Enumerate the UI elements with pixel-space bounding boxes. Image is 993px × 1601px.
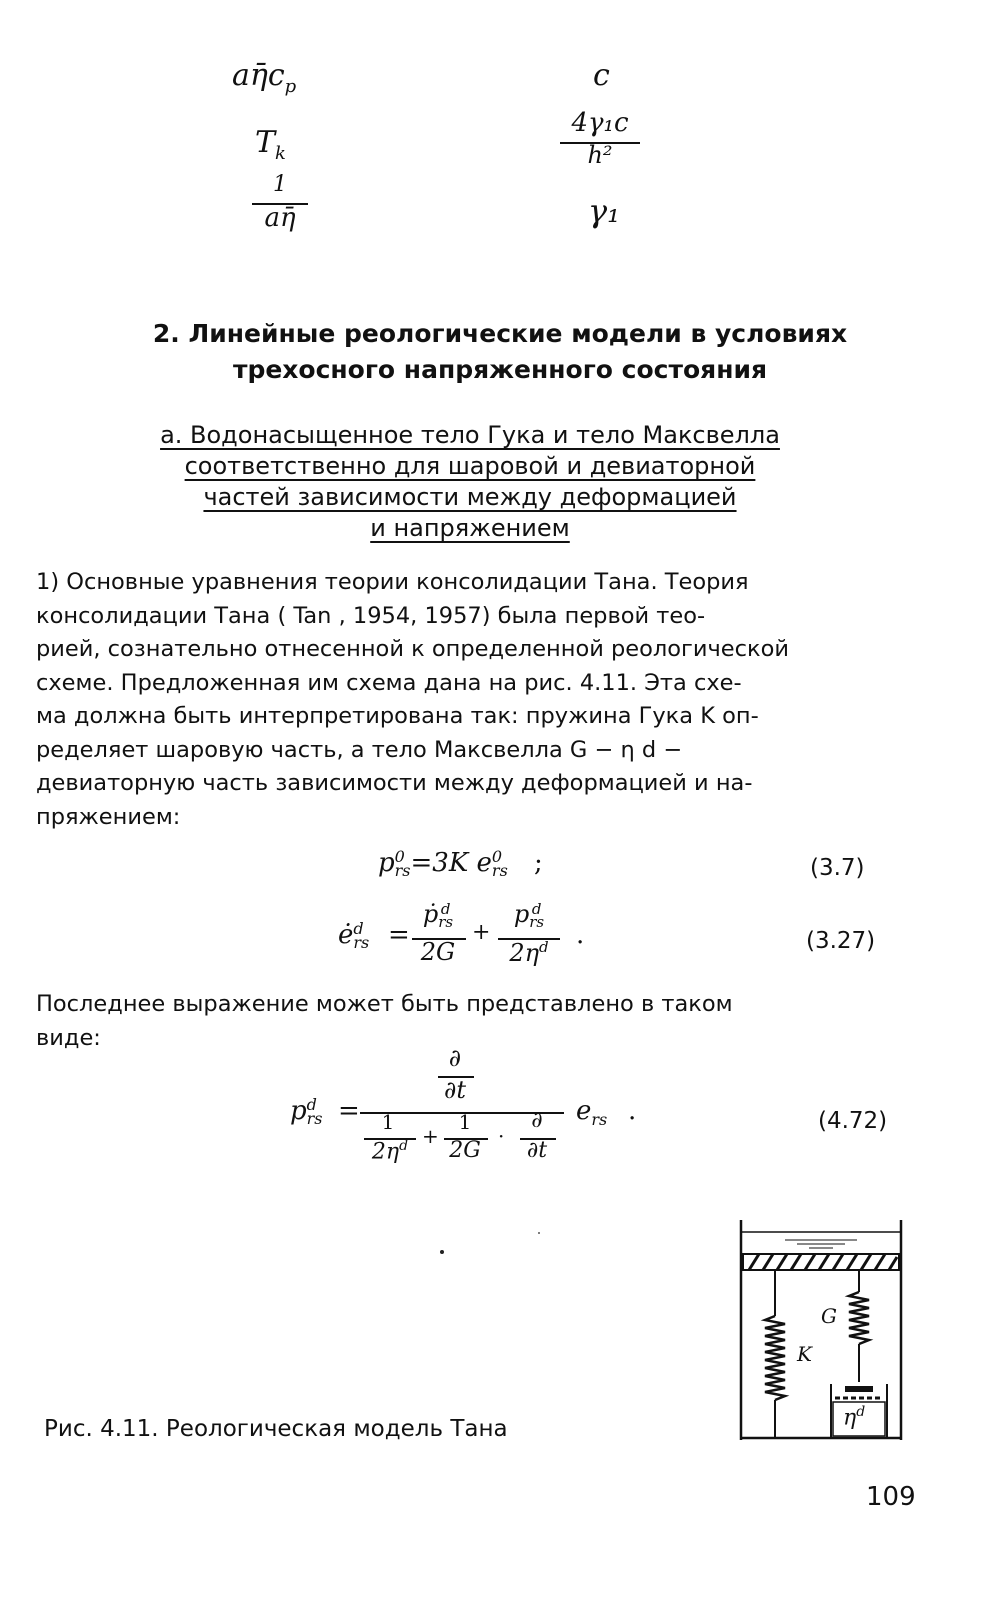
sub-line-1-text: а. Водонасыщенное тело Гука и тело Максвелла [160, 421, 780, 449]
para-line-1: 1) Основные уравнения теории консолидации Тана. Теория [36, 569, 749, 595]
cell-text: aη̄c [232, 58, 285, 93]
sub-line-4-text: и напряжением [370, 514, 570, 542]
eq-frac2-num [496, 900, 562, 929]
subsection-heading [110, 420, 830, 544]
eq-frac2-den [496, 938, 562, 967]
table-row-1-right: c [593, 58, 610, 93]
eq-equals: = [338, 1096, 360, 1126]
eq-top-num: ∂ [448, 1044, 462, 1072]
eq-sub: rs [491, 861, 508, 880]
eq-tail: ; [534, 848, 543, 878]
eq-lhs-indices [306, 1095, 323, 1128]
eq-sub: rs [591, 1110, 608, 1130]
table-row-2-right-fraction [560, 108, 640, 178]
table-row-2-left [255, 125, 286, 164]
para-line-5: ма должна быть интерпретирована так: пружина Гука K оп- [36, 703, 759, 729]
fraction-denominator: h² [587, 141, 613, 169]
eq-indices [529, 899, 545, 931]
after-text-line-1: Последнее выражение может быть представлено в таком [36, 991, 733, 1017]
heading-line-1: 2. Линейные реологические модели в условиях [152, 319, 848, 348]
cell-text: T [255, 125, 276, 160]
sub-line-3 [110, 482, 830, 513]
eq-rhs-indices [491, 847, 508, 880]
eq-sub: rs [353, 933, 370, 952]
eq-plus: + [422, 1124, 439, 1148]
eq-top-den: ∂t [443, 1076, 467, 1104]
sub-line-1 [110, 420, 830, 451]
eq-sub: rs [529, 912, 545, 931]
sub-line-4 [110, 513, 830, 544]
cell-sub: k [275, 143, 286, 164]
eq-tail: . [628, 1096, 637, 1126]
eq-sym: p [513, 900, 530, 928]
equation-number-3-27: (3.27) [806, 928, 876, 954]
eq-lhs-symbol: p [290, 1096, 307, 1126]
equation-3-27 [338, 898, 598, 978]
table-row-3-right: γ₁ [588, 192, 620, 230]
eq-sym: 2η [509, 939, 540, 967]
eq-b2-num: 1 [458, 1110, 472, 1134]
label-eta [843, 1404, 865, 1430]
body-paragraph [36, 566, 936, 834]
eq-sym: 2η [371, 1139, 400, 1165]
eq-lhs-indices [353, 919, 370, 952]
eq-equals: = [388, 920, 410, 950]
fraction-denominator: aη̄ [264, 203, 296, 233]
eq-tail: . [576, 920, 585, 950]
equation-3-7 [378, 848, 543, 878]
label-G: G [821, 1304, 837, 1328]
eq-lhs-indices [394, 847, 411, 880]
print-speck [440, 1250, 444, 1254]
para-line-4: схеме. Предложенная им схема дана на рис. 4.11. Эта схе- [36, 669, 742, 696]
eq-frac1-num [410, 900, 466, 929]
eq-indices [438, 899, 454, 931]
eq-sup: 0 [491, 847, 503, 866]
eq-sup: d [353, 919, 364, 938]
eq-lhs: p [378, 848, 395, 878]
para-line-7: девиаторную часть зависимости между деформацией и на- [36, 770, 753, 796]
print-speck [538, 1232, 540, 1234]
fraction-numerator: 4γ₁c [571, 108, 629, 138]
figure-drawing [735, 1218, 907, 1444]
para-line-8: пряжением: [36, 803, 181, 830]
equation-number-4-72: (4.72) [818, 1108, 888, 1134]
eq-sup: d [440, 899, 451, 918]
table-row-1-left [232, 58, 296, 97]
eq-sup: d [539, 938, 549, 956]
eq-sup: d [399, 1138, 409, 1154]
eq-sub: rs [394, 861, 411, 880]
eq-b3-num: ∂ [531, 1108, 543, 1133]
para-line-6: ределяет шаровую часть, а тело Максвелла G − η d − [36, 736, 683, 763]
eq-sup: d [531, 899, 542, 918]
cell-sub: p [284, 76, 297, 97]
sub-line-2-text: соответственно для шаровой и девиаторной [184, 452, 756, 480]
eq-plus: + [472, 920, 491, 945]
eq-b3-den: ∂t [526, 1138, 548, 1163]
eq-b2-den: 2G [449, 1138, 481, 1163]
tan-model-figure [735, 1218, 907, 1444]
eq-lhs-symbol: ė [338, 920, 354, 950]
eq-rhs [576, 1096, 607, 1129]
sub-line-2 [110, 451, 830, 482]
eq-dot: · [498, 1124, 505, 1148]
heading-line-2: трехосного напряженного состояния [232, 355, 768, 384]
eq-rhs: =3K e [410, 848, 492, 878]
after-text-line-2: виде: [36, 1024, 101, 1051]
equation-number-3-7: (3.7) [810, 855, 865, 881]
eq-sub: rs [438, 912, 454, 931]
eq-sup: 0 [394, 847, 405, 866]
eq-sym: ṗ [422, 900, 439, 928]
label-K: K [797, 1342, 812, 1366]
eq-b1-num: 1 [381, 1110, 395, 1134]
para-line-3: рией, сознательно отнесенной к определенной реологической [36, 636, 789, 662]
equation-4-72 [290, 1044, 650, 1174]
eq-lhs [338, 920, 369, 950]
section-heading [120, 316, 880, 388]
eq-lhs [290, 1096, 323, 1126]
para-line-2: консолидации Тана ( Tan , 1954, 1957) была первой тео- [36, 602, 706, 629]
page-number: 109 [866, 1482, 916, 1512]
eq-frac1-den: 2G [420, 938, 456, 966]
sub-line-3-text: частей зависимости между деформацией [203, 483, 737, 511]
table-row-3-left-fraction [252, 172, 312, 244]
label-eta-sup: d [856, 1404, 866, 1420]
label-eta-symbol: η [843, 1405, 857, 1431]
fraction-numerator: 1 [273, 172, 287, 197]
figure-caption: Рис. 4.11. Реологическая модель Тана [44, 1416, 508, 1442]
eq-sup: d [306, 1095, 317, 1114]
eq-b1-den [360, 1138, 420, 1164]
eq-sub: rs [306, 1109, 323, 1128]
eq-rhs-symbol: e [576, 1096, 592, 1126]
